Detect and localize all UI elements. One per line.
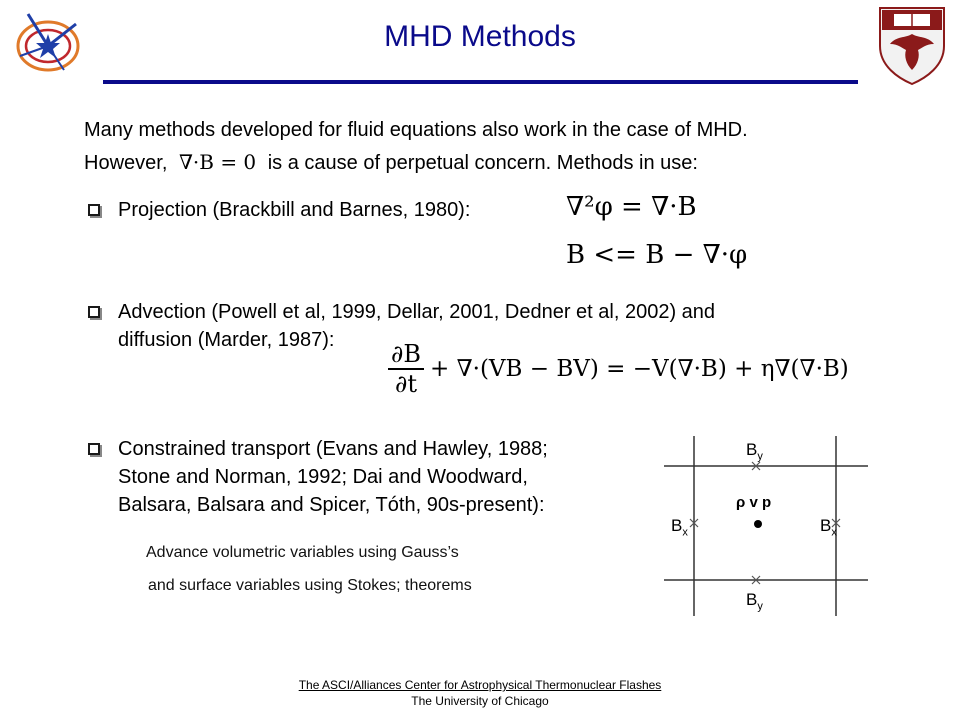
divergence-equation: ∇·B = 0 bbox=[178, 150, 257, 174]
intro-line-2-post: is a cause of perpetual concern. Methods in use: bbox=[267, 152, 698, 174]
bullet-box-icon bbox=[88, 306, 100, 318]
intro-line-1: Many methods developed for fluid equations also work in the case of MHD. bbox=[84, 119, 748, 141]
fraction-numerator: ∂B bbox=[390, 340, 422, 368]
ct-line-1: Constrained transport (Evans and Hawley, 1988; bbox=[118, 438, 548, 460]
projection-equation-2: B <= B − ∇·φ bbox=[566, 240, 748, 270]
staggered-grid-diagram bbox=[664, 436, 868, 616]
footer-link-line bbox=[0, 678, 960, 692]
ct-note-1: Advance volumetric variables using Gauss’s bbox=[146, 544, 459, 561]
advection-label-line-1: Advection (Powell et al, 1999, Dellar, 2001, Dedner et al, 2002) and bbox=[118, 301, 716, 323]
time-derivative-fraction bbox=[388, 340, 424, 398]
ct-note-2: and surface variables using Stokes; theorems bbox=[148, 577, 472, 594]
footer-org: The University of Chicago bbox=[411, 694, 549, 708]
title-divider bbox=[103, 80, 858, 84]
cell-center-dot bbox=[754, 520, 762, 528]
fraction-denominator: ∂t bbox=[394, 370, 418, 398]
intro-line-2 bbox=[84, 148, 698, 177]
by-label-top: $B_y$ bbox=[746, 440, 763, 463]
projection-equation-1: ∇²φ = ∇·B bbox=[566, 192, 697, 222]
footer-link[interactable]: The ASCI/Alliances Center for Astrophysical Thermonuclear Flashes bbox=[298, 678, 662, 692]
equation-remainder: + ∇·(VB − BV) = −V(∇·B) + η∇(∇·B) bbox=[430, 356, 849, 382]
cell-center-variables: ρ v p bbox=[736, 494, 772, 511]
by-label-bottom: $B_y$ bbox=[746, 590, 763, 613]
ct-line-3: Balsara, Balsara and Spicer, Tóth, 90s-present): bbox=[118, 494, 545, 516]
page-title: MHD Methods bbox=[384, 20, 576, 53]
bx-label-right: $B_x$ bbox=[820, 516, 837, 539]
projection-label: Projection (Brackbill and Barnes, 1980): bbox=[118, 199, 471, 221]
bullet-box-icon bbox=[88, 204, 100, 216]
face-markers bbox=[690, 462, 840, 584]
bx-label-left: $B_x$ bbox=[671, 516, 688, 539]
advection-diffusion-equation bbox=[388, 340, 849, 398]
bullet-box-icon bbox=[88, 443, 100, 455]
ct-line-2: Stone and Norman, 1992; Dai and Woodward, bbox=[118, 466, 528, 488]
intro-line-2-pre: However, bbox=[84, 152, 168, 174]
advection-label-line-2: diffusion (Marder, 1987): bbox=[118, 329, 335, 351]
